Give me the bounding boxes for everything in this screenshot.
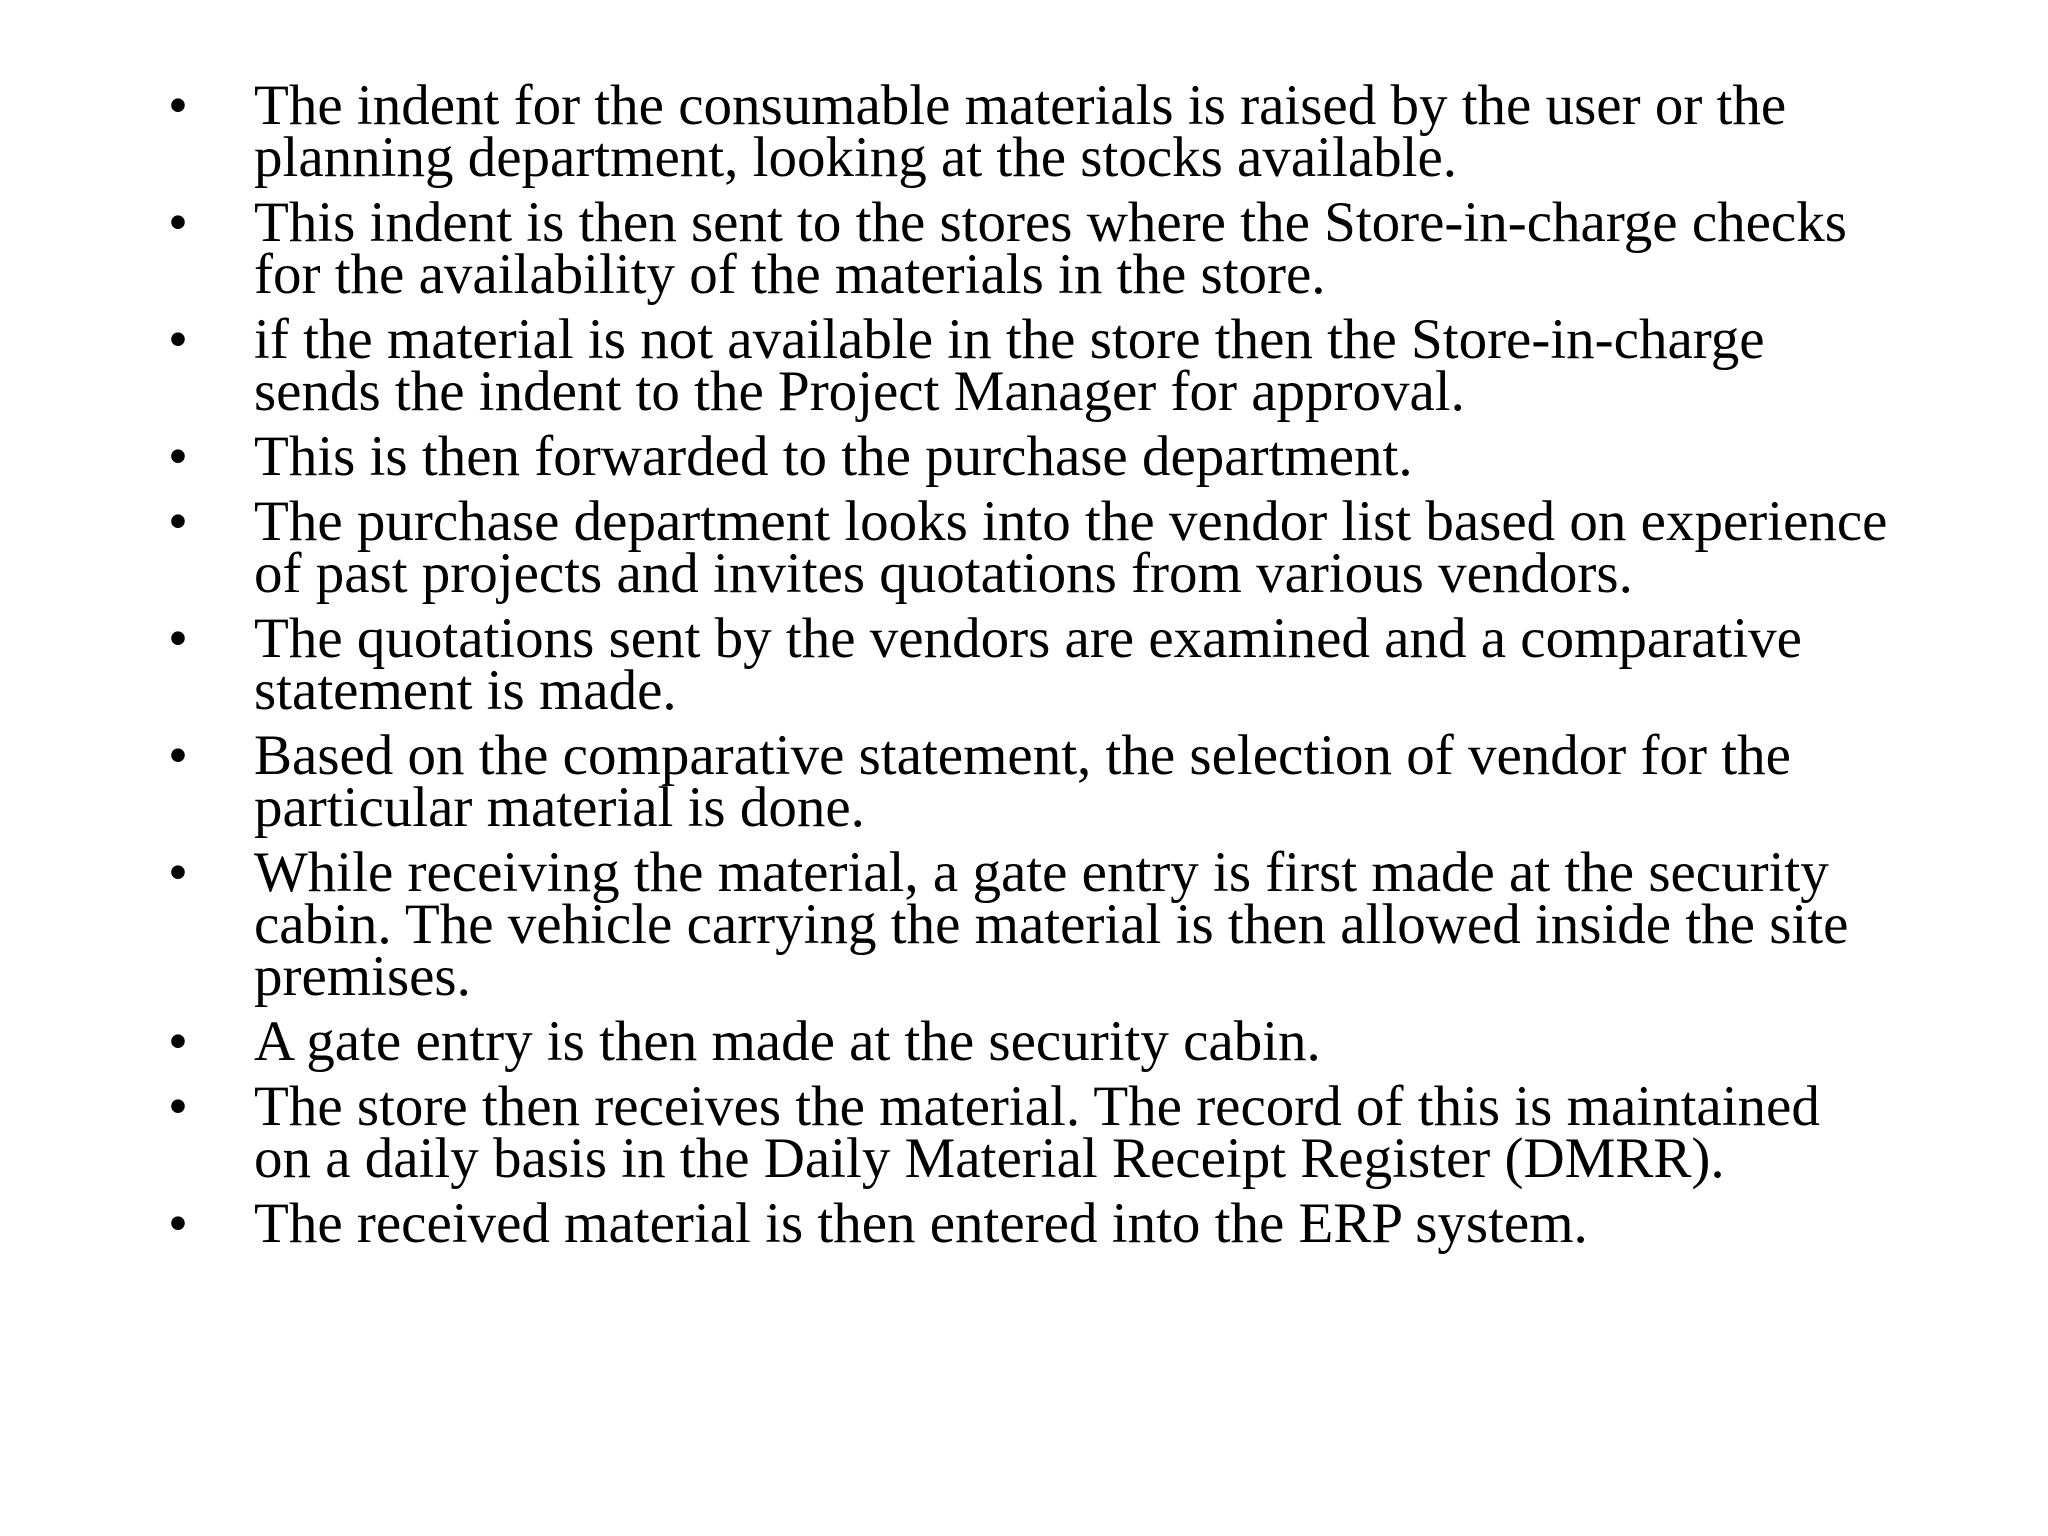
- bullet-icon: •: [168, 74, 188, 137]
- bullet-text: A gate entry is then made at the security cabin.: [254, 1010, 1321, 1073]
- bullet-item: [168, 490, 1888, 605]
- bullet-item: [168, 841, 1888, 1008]
- bullet-item: [168, 74, 1888, 189]
- bullet-icon: •: [168, 724, 188, 787]
- bullet-icon: •: [168, 841, 188, 904]
- bullet-icon: •: [168, 425, 188, 488]
- bullet-item: [168, 1192, 1888, 1255]
- bullet-icon: •: [168, 490, 188, 553]
- bullet-text: While receiving the material, a gate entry is first made at the security cabin. The vehicle carrying the material is then allowed inside the site premises.: [254, 841, 1849, 1008]
- bullet-item: [168, 1010, 1888, 1073]
- bullet-icon: •: [168, 191, 188, 254]
- bullet-icon: •: [168, 308, 188, 371]
- bullet-item: [168, 191, 1888, 306]
- bullet-item: [168, 607, 1888, 722]
- bullet-text: This indent is then sent to the stores where the Store-in-charge checks for the availability of the materials in the store.: [254, 191, 1847, 306]
- bullet-item: [168, 724, 1888, 839]
- bullet-text: Based on the comparative statement, the selection of vendor for the particular material is done.: [254, 724, 1791, 839]
- bullet-text: The purchase department looks into the vendor list based on experience of past projects and invites quotations from various vendors.: [254, 490, 1888, 605]
- bullet-text: This is then forwarded to the purchase department.: [254, 425, 1413, 488]
- bullet-list: [168, 74, 1888, 1263]
- bullet-text: if the material is not available in the store then the Store-in-charge sends the indent to the Project Manager for approval.: [254, 308, 1765, 423]
- bullet-text: The store then receives the material. The record of this is maintained on a daily basis in the Daily Material Receipt Register (DMRR).: [254, 1075, 1820, 1190]
- bullet-item: [168, 1075, 1888, 1190]
- bullet-icon: •: [168, 607, 188, 670]
- bullet-text: The indent for the consumable materials is raised by the user or the planning department, looking at the stocks available.: [254, 74, 1787, 189]
- bullet-icon: •: [168, 1075, 188, 1138]
- bullet-text: The received material is then entered into the ERP system.: [254, 1192, 1588, 1255]
- bullet-item: [168, 308, 1888, 423]
- bullet-icon: •: [168, 1192, 188, 1255]
- bullet-icon: •: [168, 1010, 188, 1073]
- bullet-item: [168, 425, 1888, 488]
- bullet-text: The quotations sent by the vendors are examined and a comparative statement is made.: [254, 607, 1802, 722]
